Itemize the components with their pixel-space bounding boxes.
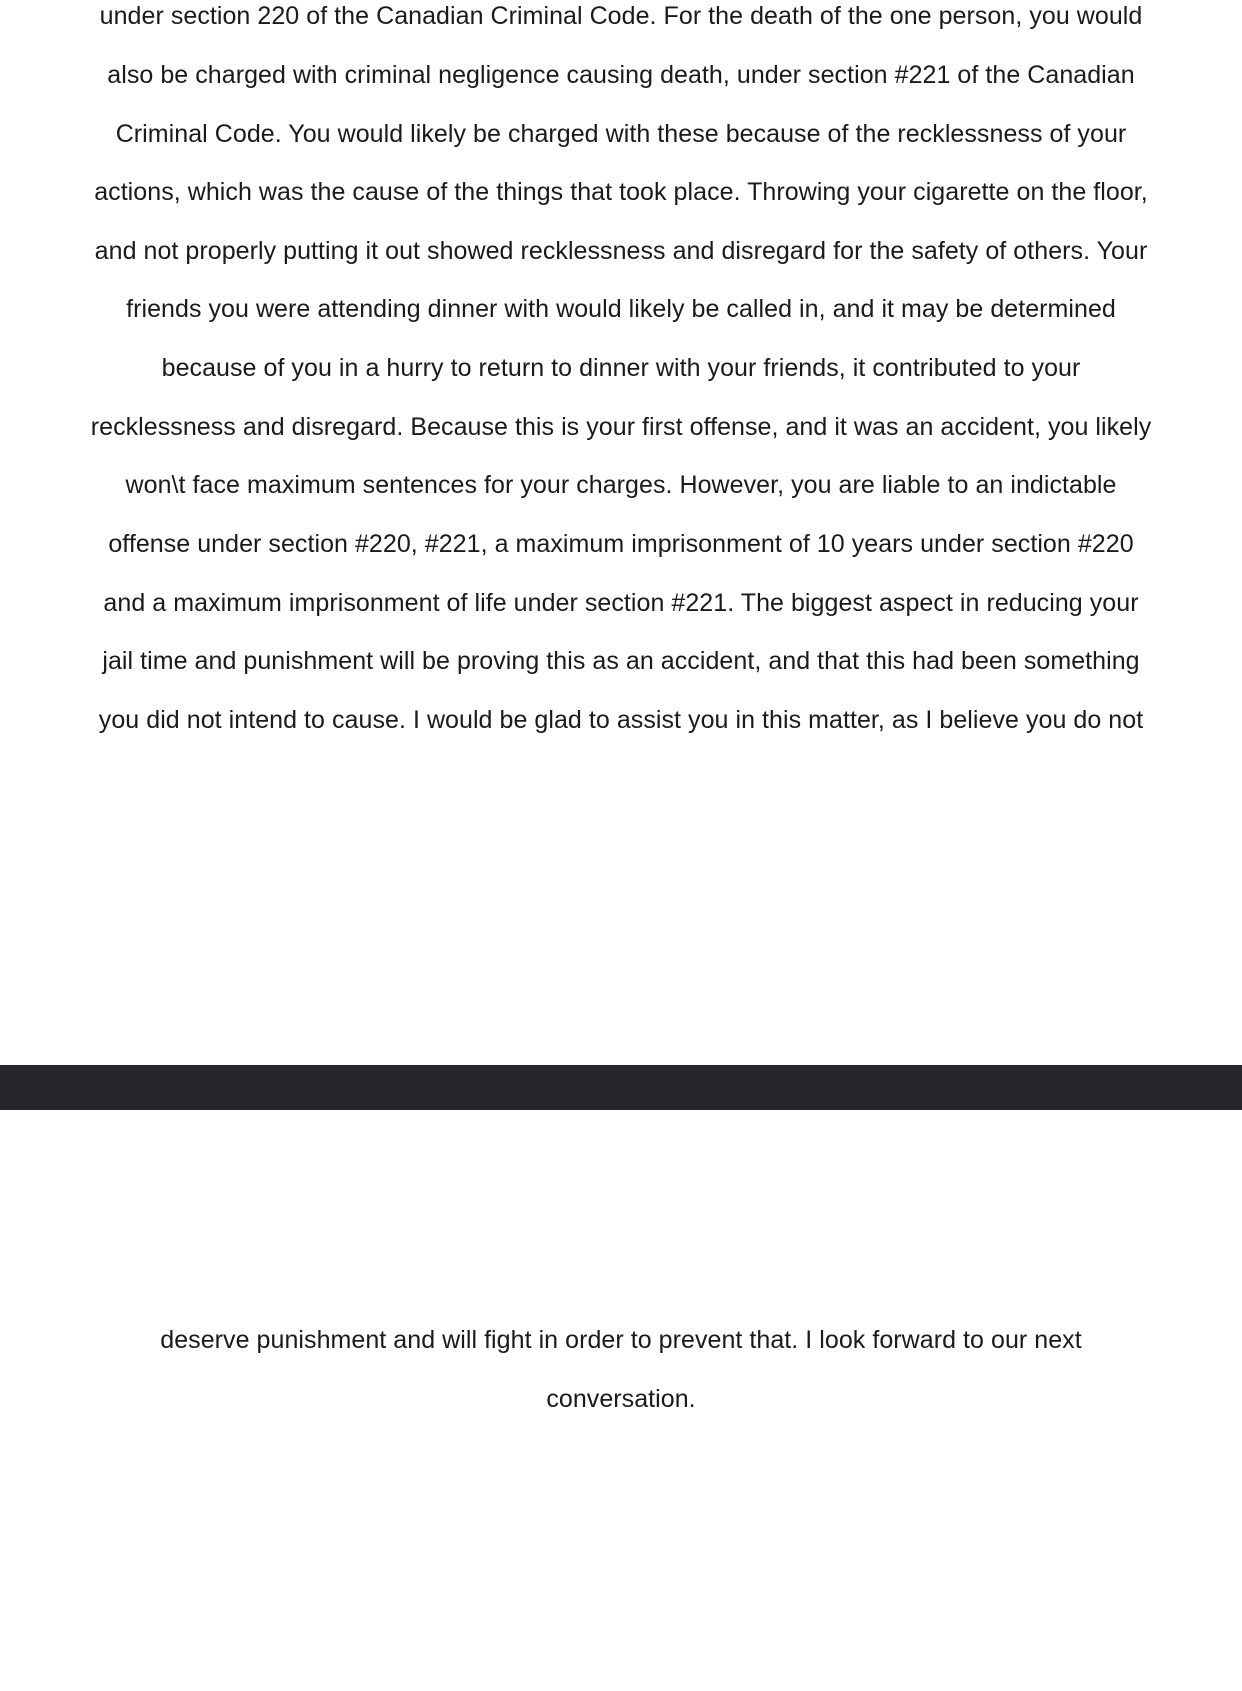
page-separator	[0, 1065, 1242, 1110]
text-line: actions, which was the cause of the things that took place. Throwing your cigarette on the floor,	[94, 178, 1148, 206]
text-line: you did not intend to cause. I would be glad to assist you in this matter, as I believe you do not	[98, 706, 1144, 734]
text-line: deserve punishment and will fight in order to prevent that. I look forward to our next	[160, 1326, 1082, 1354]
text-line: also be charged with criminal negligence causing death, under section #221 of the Canadian	[107, 61, 1135, 89]
text-line: offense under section #220, #221, a maximum imprisonment of 10 years under section #220	[108, 530, 1134, 558]
text-line: and a maximum imprisonment of life under section #221. The biggest aspect in reducing your	[103, 589, 1139, 617]
text-line: conversation.	[546, 1385, 696, 1413]
text-line: Criminal Code. You would likely be charged with these because of the recklessness of your	[115, 120, 1127, 148]
text-line: recklessness and disregard. Because this is your first offense, and it was an accident, you likely	[90, 413, 1152, 441]
text-line: and not properly putting it out showed recklessness and disregard for the safety of others. Your	[94, 237, 1148, 265]
text-line: under section 220 of the Canadian Criminal Code. For the death of the one person, you would	[99, 2, 1143, 30]
text-line: won\t face maximum sentences for your charges. However, you are liable to an indictable	[125, 471, 1117, 499]
document-page-bottom	[0, 1110, 1242, 1691]
text-line: because of you in a hurry to return to dinner with your friends, it contributed to your	[161, 354, 1081, 382]
text-line: jail time and punishment will be proving this as an accident, and that this had been something	[102, 647, 1140, 675]
text-line: friends you were attending dinner with would likely be called in, and it may be determined	[126, 295, 1116, 323]
